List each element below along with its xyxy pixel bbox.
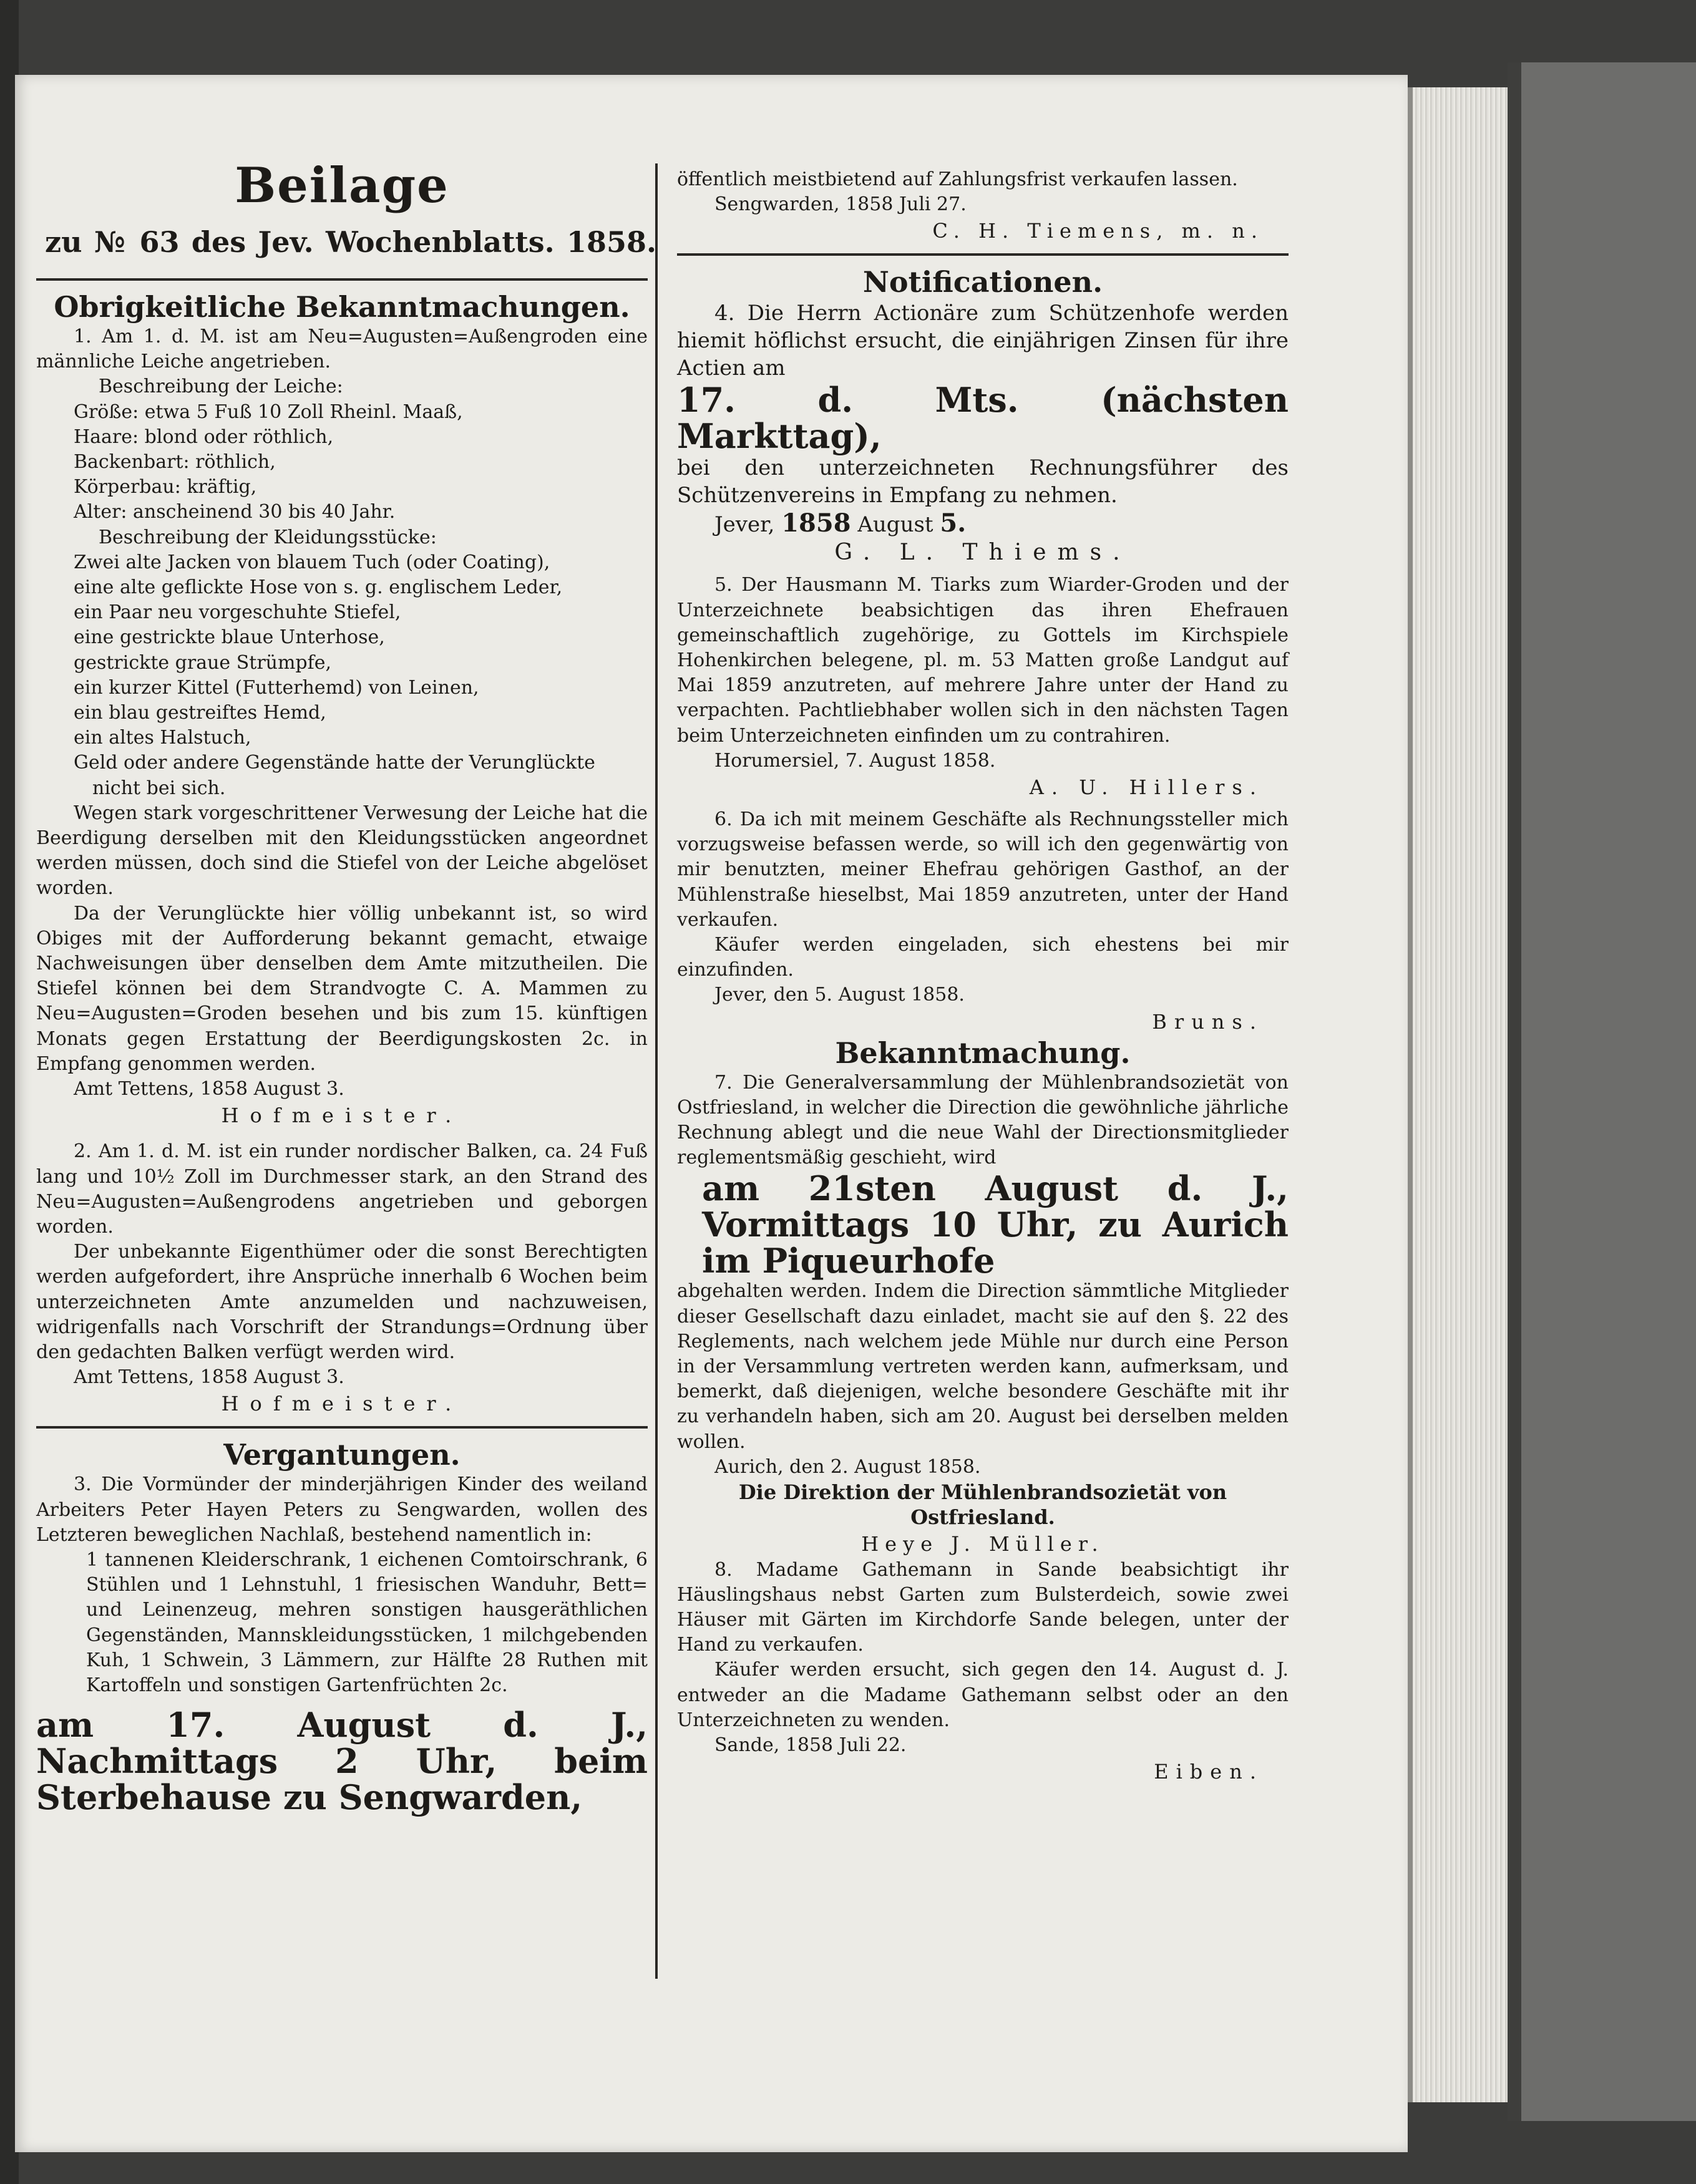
section-heading-vergantungen: Vergantungen. — [223, 1438, 461, 1472]
left-content — [36, 269, 648, 1818]
notice-3-continuation: öffentlich meistbietend auf Zahlungsfrist verkaufen lassen. — [677, 168, 1238, 190]
notice-5-place-date: Horumersiel, 7. August 1858. — [714, 749, 996, 772]
notice-1-body-heading: Beschreibung der Leiche: — [99, 376, 343, 398]
notice-1-cloth-item: eine alte geflickte Hose von s. g. englischem Leder, — [74, 576, 563, 599]
header-rule — [36, 278, 648, 281]
section-rule — [36, 1426, 648, 1429]
notice-4-place-date — [677, 509, 1289, 539]
notice-8-signature: Eiben. — [1154, 1760, 1264, 1784]
notice-1-body-item: Körperbau: kräftig, — [74, 476, 257, 498]
notice-7-place-date: Aurich, den 2. August 1858. — [714, 1455, 981, 1478]
notice-3-items: 1 tannenen Kleiderschrank, 1 eichenen Comtoirschrank, 6 Stühlen und 1 Lehnstuhl, 1 friesischen Wanduhr, Bett= und Leinenzeug, mehren sonstigen hausgeräthlichen Gegenständen, Mannskleidungsstücken, 1 milchgebenden Kuh, 1 Schwein, 3 Lämmern, zur Hälfte 28 Ruthen mit Kartoffeln und sonstigen Gartenfrüchten 2c. — [86, 1548, 648, 1696]
notice-4-day: 5. — [940, 508, 967, 538]
book-cover — [1508, 62, 1696, 2121]
notice-4-paragraph: 4. Die Herrn Actionäre zum Schützenhofe werden hiemit höflichst ersucht, die einjährigen Zinsen für ihre Actien am — [677, 301, 1289, 381]
section-rule — [677, 253, 1289, 256]
page-title: Beilage — [235, 157, 449, 214]
notice-4-paragraph-2: bei den unterzeichneten Rechnungsführer des Schützenvereins in Empfang zu nehmen. — [677, 455, 1289, 508]
notice-7-signature: Heye J. Müller. — [861, 1531, 1104, 1556]
notice-1-cloth-item: ein Paar neu vorgeschuhte Stiefel, — [74, 601, 401, 624]
notice-7-date: am 21sten August d. J., Vormittags 10 Uhr, zu Aurich im Piqueurhofe — [702, 1168, 1289, 1281]
section-heading-bekanntmachung: Bekanntmachung. — [835, 1036, 1131, 1070]
notice-7-organization: Die Direktion der Mühlenbrandsozietät von Ostfriesland. — [738, 1480, 1227, 1530]
notice-5-signature: A. U. Hillers. — [1029, 775, 1264, 800]
notice-6-paragraph: 6. Da ich mit meinem Geschäfte als Rechnungssteller mich vorzugsweise befassen werde, so will ich den gegenwärtig von mir benutzten, meiner Ehefrau gehörigen Gasthof, an der Mühlenstraße hieselbst, Mai 1859 anzutreten, unter der Hand verkaufen. — [677, 808, 1289, 931]
notice-1-cloth-item: ein blau gestreiftes Hemd, — [74, 702, 326, 724]
notice-1-cloth-item: eine gestrickte blaue Unterhose, — [74, 626, 385, 649]
notice-2-signature: Hofmeister. — [221, 1392, 463, 1416]
page-stack-edge — [1408, 87, 1508, 2102]
notice-6-paragraph-2: Käufer werden eingeladen, sich ehestens bei mir einzufinden. — [677, 934, 1289, 981]
section-heading-notificationen: Notificationen. — [862, 265, 1103, 299]
notice-4-place: Jever, — [714, 512, 775, 538]
book-cover-inner-edge — [1508, 62, 1521, 2121]
notice-3-paragraph: 3. Die Vormünder der minderjährigen Kinder des weiland Arbeiters Peter Hayen Peters zu Sengwarden, wollen des Letzteren beweglichen Nachlaß, bestehend namentlich in: — [36, 1473, 648, 1546]
notice-8-paragraph-2: Käufer werden ersucht, sich gegen den 14. August d. J. entweder an die Madame Gathemann selbst oder an den Unterzeichneten zu wenden. — [677, 1659, 1289, 1731]
notice-5-paragraph: 5. Der Hausmann M. Tiarks zum Wiarder-Groden und der Unterzeichnete beabsichtigen das ihren Ehefrauen gemeinschaftlich zugehörige, zu Gottels im Kirchspiele Hohenkirchen belegene, pl. m. 53 Matten große Landgut auf Mai 1859 anzutreten, auf mehrere Jahre unter der Hand zu verpachten. Pachtliebhaber wollen sich in den nächsten Tagen beim Unterzeichneten einfinden um zu contrahiren. — [677, 574, 1289, 747]
column-divider — [655, 163, 658, 1979]
right-content — [677, 167, 1289, 1785]
notice-1-body-item: Haare: blond oder röthlich, — [74, 425, 334, 448]
notice-2-paragraph: 2. Am 1. d. M. ist ein runder nordischer Balken, ca. 24 Fuß lang und 10½ Zoll im Durchmesser stark, an den Strand des Neu=Augusten=Außengrodens angetrieben und geborgen worden. — [36, 1140, 648, 1238]
section-heading-obrigkeitliche: Obrigkeitliche Bekanntmachungen. — [54, 290, 630, 324]
notice-1-cloth-item: gestrickte graue Strümpfe, — [74, 651, 332, 674]
notice-3-place-date: Sengwarden, 1858 Juli 27. — [714, 193, 967, 216]
notice-2-place-date: Amt Tettens, 1858 August 3. — [74, 1366, 344, 1389]
notice-1-signature: Hofmeister. — [221, 1104, 463, 1128]
notice-1-place-date: Amt Tettens, 1858 August 3. — [74, 1078, 344, 1100]
notice-4-signature: G. L. Thiems. — [834, 540, 1131, 566]
notice-4-month: August — [857, 512, 933, 538]
notice-1-cloth-item: ein kurzer Kittel (Futterhemd) von Leinen, — [74, 676, 479, 699]
notice-1-body-item: Alter: anscheinend 30 bis 40 Jahr. — [74, 501, 396, 523]
notice-1-body-item: Größe: etwa 5 Fuß 10 Zoll Rheinl. Maaß, — [74, 400, 463, 423]
notice-6-signature: Bruns. — [1152, 1009, 1264, 1034]
notice-8-paragraph: 8. Madame Gathemann in Sande beabsichtigt ihr Häuslingshaus nebst Garten zum Bulsterdeich, sowie zwei Häuser mit Gärten im Kirchdorfe Sande belegen, unter der Hand zu verkaufen. — [677, 1558, 1289, 1656]
notice-1-paragraph: Da der Verunglückte hier völlig unbekannt ist, so wird Obiges mit der Aufforderung bekannt gemacht, etwaige Nachweisungen über denselben dem Amte mitzutheilen. Die Stiefel können bei dem Strandvogte C. A. Mammen zu Neu=Augusten=Groden besehen und bis zum 15. künftigen Monats gegen Erstattung der Beerdigungskosten 2c. in Empfang genommen werden. — [36, 902, 648, 1075]
notice-1-paragraph: Wegen stark vorgeschrittener Verwesung der Leiche hat die Beerdigung derselben mit den Kleidungsstücken angeordnet werden müssen, doch sind die Stiefel von der Leiche abgelöset worden. — [36, 802, 648, 900]
notice-7-paragraph-2: abgehalten werden. Indem die Direction sämmtliche Mitglieder dieser Gesellschaft dazu einladet, macht sie auf den §. 22 des Reglements, nach welchem jede Mühle nur durch eine Person in der Versammlung vertreten werden kann, aufmerksam, und bemerkt, daß diejenigen, welche besondere Geschäfte mit ihr zu verhandeln haben, sich am 20. August bei derselben melden wollen. — [677, 1280, 1289, 1453]
notice-1-cloth-item: Zwei alte Jacken von blauem Tuch (oder Coating), — [74, 551, 550, 573]
notice-4-year: 1858 — [781, 508, 851, 538]
page-stack-shadow — [1408, 87, 1413, 2102]
notice-1-cloth-item: Geld oder andere Gegenstände hatte der Verunglückte nicht bei sich. — [74, 752, 595, 799]
notice-3-auction-date: am 17. August d. J., Nachmittags 2 Uhr, beim Sterbehause zu Sengwarden, — [36, 1705, 648, 1818]
notice-7-paragraph: 7. Die Generalversammlung der Mühlenbrandsozietät von Ostfriesland, in welcher die Direction die gewöhnliche jährliche Rechnung ablegt und die neue Wahl der Directionsmitglieder reglementsmäßig geschieht, wird — [677, 1071, 1289, 1169]
notice-4-date: 17. d. Mts. (nächsten Markttag), — [677, 380, 1289, 457]
notice-1-cloth-item: ein altes Halstuch, — [74, 727, 251, 749]
notice-1-body-item: Backenbart: röthlich, — [74, 451, 276, 473]
notice-1-intro: 1. Am 1. d. M. ist am Neu=Augusten=Außengroden eine männliche Leiche angetrieben. — [36, 326, 648, 373]
notice-6-place-date: Jever, den 5. August 1858. — [714, 984, 965, 1006]
notice-8-place-date: Sande, 1858 Juli 22. — [714, 1734, 907, 1756]
notice-2-paragraph: Der unbekannte Eigenthümer oder die sonst Berechtigten werden aufgefordert, ihre Ansprüche innerhalb 6 Wochen beim unterzeichneten Amte anzumelden und nachzuweisen, widrigenfalls nach Vorschrift der Strandungs=Ordnung über den gedachten Balken verfügt werden wird. — [36, 1241, 648, 1363]
page-subtitle: zu № 63 des Jev. Wochenblatts. 1858. — [45, 225, 656, 259]
notice-1-cloth-heading: Beschreibung der Kleidungsstücke: — [99, 526, 437, 548]
notice-3-signature: C. H. Tiemens, m. n. — [932, 219, 1264, 243]
